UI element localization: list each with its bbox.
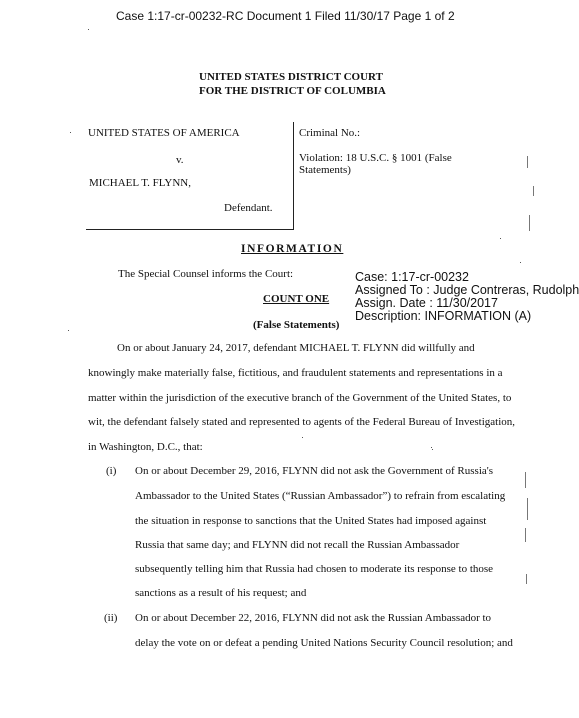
violation-line-1: Violation: 18 U.S.C. § 1001 (False bbox=[299, 152, 452, 164]
plaintiff-name: UNITED STATES OF AMERICA bbox=[88, 127, 240, 139]
stamp-assigned: Assigned To : Judge Contreras, Rudolph bbox=[355, 283, 579, 297]
body-line: wit, the defendant falsely stated and represented to agents of the Federal Bureau of Investigation, bbox=[88, 416, 516, 428]
item-line: Ambassador to the United States (“Russian Ambassador”) to refrain from escalating bbox=[135, 490, 506, 502]
intro-text: The Special Counsel informs the Court: bbox=[118, 268, 294, 280]
item-line: On or about December 29, 2016, FLYNN did not ask the Government of Russia's bbox=[135, 465, 494, 477]
caption-bottom-rule bbox=[86, 229, 294, 230]
count-title: COUNT ONE bbox=[263, 293, 330, 305]
body-line: On or about January 24, 2017, defendant MICHAEL T. FLYNN did willfully and bbox=[117, 342, 475, 354]
caption-divider bbox=[293, 122, 294, 230]
stamp-description: Description: INFORMATION (A) bbox=[355, 309, 532, 323]
count-subtitle: (False Statements) bbox=[253, 319, 340, 331]
body-line: in Washington, D.C., that: bbox=[88, 441, 203, 453]
stamp-case: Case: 1:17-cr-00232 bbox=[355, 270, 469, 284]
item-label: (ii) bbox=[104, 612, 118, 624]
document-header: Case 1:17-cr-00232-RC Document 1 Filed 11/30/17 Page 1 of 2 bbox=[116, 9, 455, 23]
criminal-number: Criminal No.: bbox=[299, 127, 361, 139]
body-line: matter within the jurisdiction of the executive branch of the Government of the United States, to bbox=[88, 392, 512, 404]
court-district: FOR THE DISTRICT OF COLUMBIA bbox=[199, 85, 386, 97]
defendant-name: MICHAEL T. FLYNN, bbox=[89, 177, 191, 189]
court-name: UNITED STATES DISTRICT COURT bbox=[199, 71, 383, 83]
violation-line-2: Statements) bbox=[299, 164, 351, 176]
item-label: (i) bbox=[106, 465, 117, 477]
item-line: delay the vote on or defeat a pending United Nations Security Council resolution; and bbox=[135, 637, 513, 649]
item-line: Russia that same day; and FLYNN did not recall the Russian Ambassador bbox=[135, 539, 460, 551]
body-line: knowingly make materially false, fictitious, and fraudulent statements and representations in a bbox=[88, 367, 503, 379]
defendant-label: Defendant. bbox=[224, 202, 273, 214]
item-line: subsequently telling him that Russia had chosen to moderate its response to those bbox=[135, 563, 494, 575]
item-line: the situation in response to sanctions that the United States had imposed against bbox=[135, 515, 487, 527]
item-line: sanctions as a result of his request; and bbox=[135, 587, 307, 599]
item-line: On or about December 22, 2016, FLYNN did not ask the Russian Ambassador to bbox=[135, 612, 492, 624]
versus-label: v. bbox=[176, 154, 184, 166]
information-heading: INFORMATION bbox=[241, 243, 344, 255]
stamp-assign-date: Assign. Date : 11/30/2017 bbox=[355, 296, 498, 310]
